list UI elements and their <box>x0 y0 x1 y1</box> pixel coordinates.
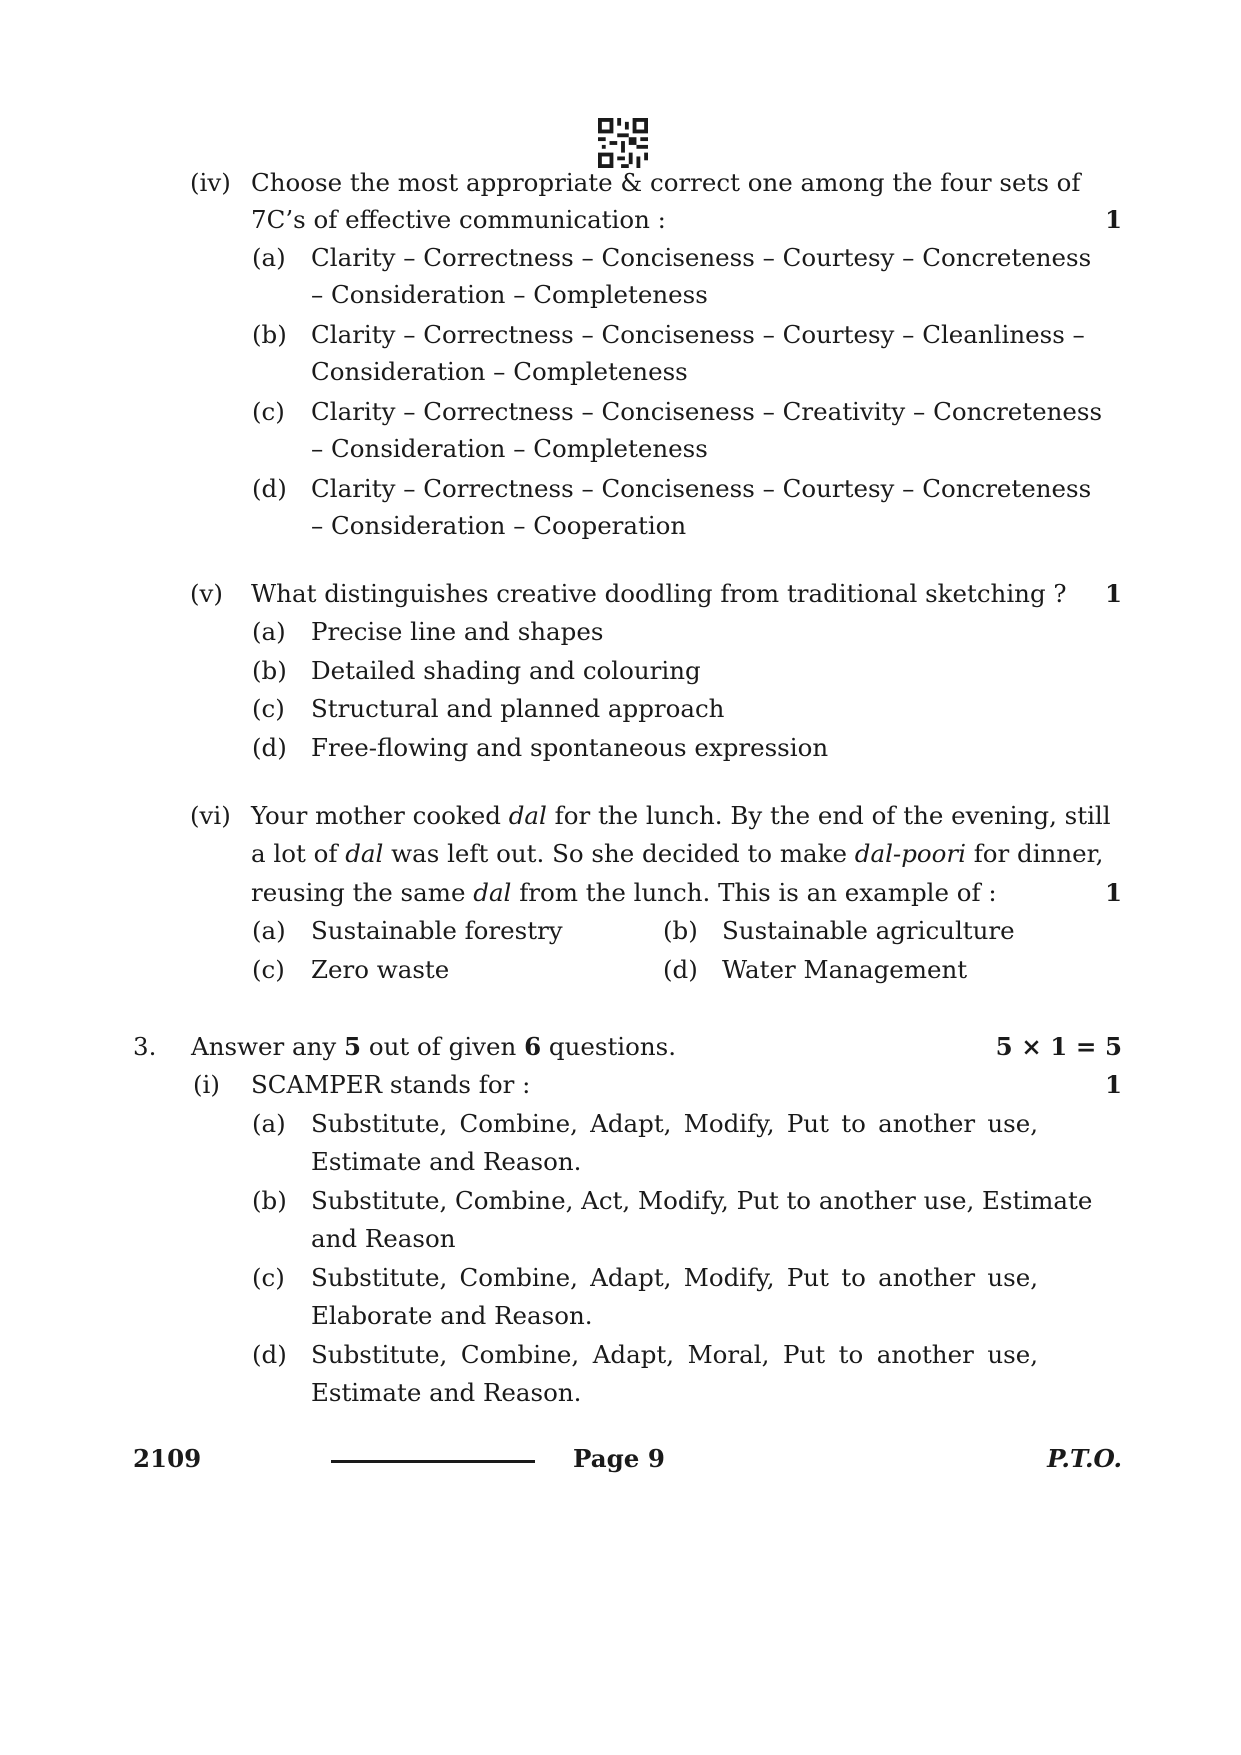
option-label: (a) <box>252 916 286 945</box>
option-label: (c) <box>252 694 285 723</box>
option-label: (d) <box>663 955 698 984</box>
option-text: Clarity – Correctness – Conciseness – Courtesy – Concreteness <box>311 243 1092 272</box>
question-mark: 1 <box>1104 1070 1122 1099</box>
question-text: reusing the same dal from the lunch. This is an example of : <box>251 878 997 907</box>
option-text: Free-flowing and spontaneous expression <box>311 733 829 762</box>
option-text: Substitute, Combine, Act, Modify, Put to another use, Estimate <box>311 1186 1093 1215</box>
option-text: Elaborate and Reason. <box>311 1301 593 1330</box>
option-text: Clarity – Correctness – Conciseness – Courtesy – Concreteness <box>311 474 1092 503</box>
option-label: (b) <box>663 916 698 945</box>
section-marks: 5 × 1 = 5 <box>995 1032 1122 1061</box>
option-label: (b) <box>252 320 287 349</box>
option-label: (d) <box>252 1340 287 1369</box>
option-label: (a) <box>252 243 286 272</box>
option-label: (d) <box>252 474 287 503</box>
option-label: (c) <box>252 955 285 984</box>
option-text: Estimate and Reason. <box>311 1378 582 1407</box>
option-text: Clarity – Correctness – Conciseness – Courtesy – Cleanliness – <box>311 320 1085 349</box>
question-mark: 1 <box>1104 205 1122 234</box>
question-text: Answer any 5 out of given 6 questions. <box>191 1032 677 1061</box>
question-text: Your mother cooked dal for the lunch. By the end of the evening, still <box>251 801 1111 830</box>
option-text: Estimate and Reason. <box>311 1147 582 1176</box>
option-text: Detailed shading and colouring <box>311 656 701 685</box>
pto-label: P.T.O. <box>1047 1444 1122 1473</box>
question-number: (i) <box>193 1070 220 1099</box>
option-label: (b) <box>252 656 287 685</box>
option-text: – Consideration – Completeness <box>311 434 708 463</box>
footer-rule <box>331 1460 535 1463</box>
question-mark: 1 <box>1104 878 1122 907</box>
qr-code-icon <box>597 118 649 168</box>
question-number: (iv) <box>190 168 231 197</box>
option-text: Precise line and shapes <box>311 617 604 646</box>
option-text: Structural and planned approach <box>311 694 725 723</box>
option-label: (c) <box>252 397 285 426</box>
option-label: (a) <box>252 1109 286 1138</box>
option-label: (d) <box>252 733 287 762</box>
option-text: Zero waste <box>311 955 450 984</box>
option-text: Sustainable forestry <box>311 916 563 945</box>
paper-code: 2109 <box>133 1444 202 1473</box>
option-text: Consideration – Completeness <box>311 357 688 386</box>
option-text: Substitute, Combine, Adapt, Modify, Put to another use, <box>311 1109 1038 1138</box>
option-label: (b) <box>252 1186 287 1215</box>
option-label: (c) <box>252 1263 285 1292</box>
option-text: Sustainable agriculture <box>722 916 1015 945</box>
question-text: 7C’s of effective communication : <box>251 205 666 234</box>
question-number: 3. <box>133 1032 157 1061</box>
option-text: – Consideration – Completeness <box>311 280 708 309</box>
page-number: Page 9 <box>573 1444 665 1473</box>
option-label: (a) <box>252 617 286 646</box>
question-number: (v) <box>190 579 223 608</box>
option-text: Substitute, Combine, Adapt, Modify, Put to another use, <box>311 1263 1038 1292</box>
option-text: Water Management <box>722 955 968 984</box>
option-text: Clarity – Correctness – Conciseness – Creativity – Concreteness <box>311 397 1103 426</box>
question-text: a lot of dal was left out. So she decided to make dal-poori for dinner, <box>251 839 1104 868</box>
question-text: Choose the most appropriate & correct one among the four sets of <box>251 168 1081 197</box>
question-text: SCAMPER stands for : <box>251 1070 531 1099</box>
option-text: Substitute, Combine, Adapt, Moral, Put to another use, <box>311 1340 1038 1369</box>
option-text: – Consideration – Cooperation <box>311 511 687 540</box>
question-text: What distinguishes creative doodling from traditional sketching ? <box>251 579 1067 608</box>
option-text: and Reason <box>311 1224 456 1253</box>
question-number: (vi) <box>190 801 231 830</box>
question-mark: 1 <box>1104 579 1122 608</box>
